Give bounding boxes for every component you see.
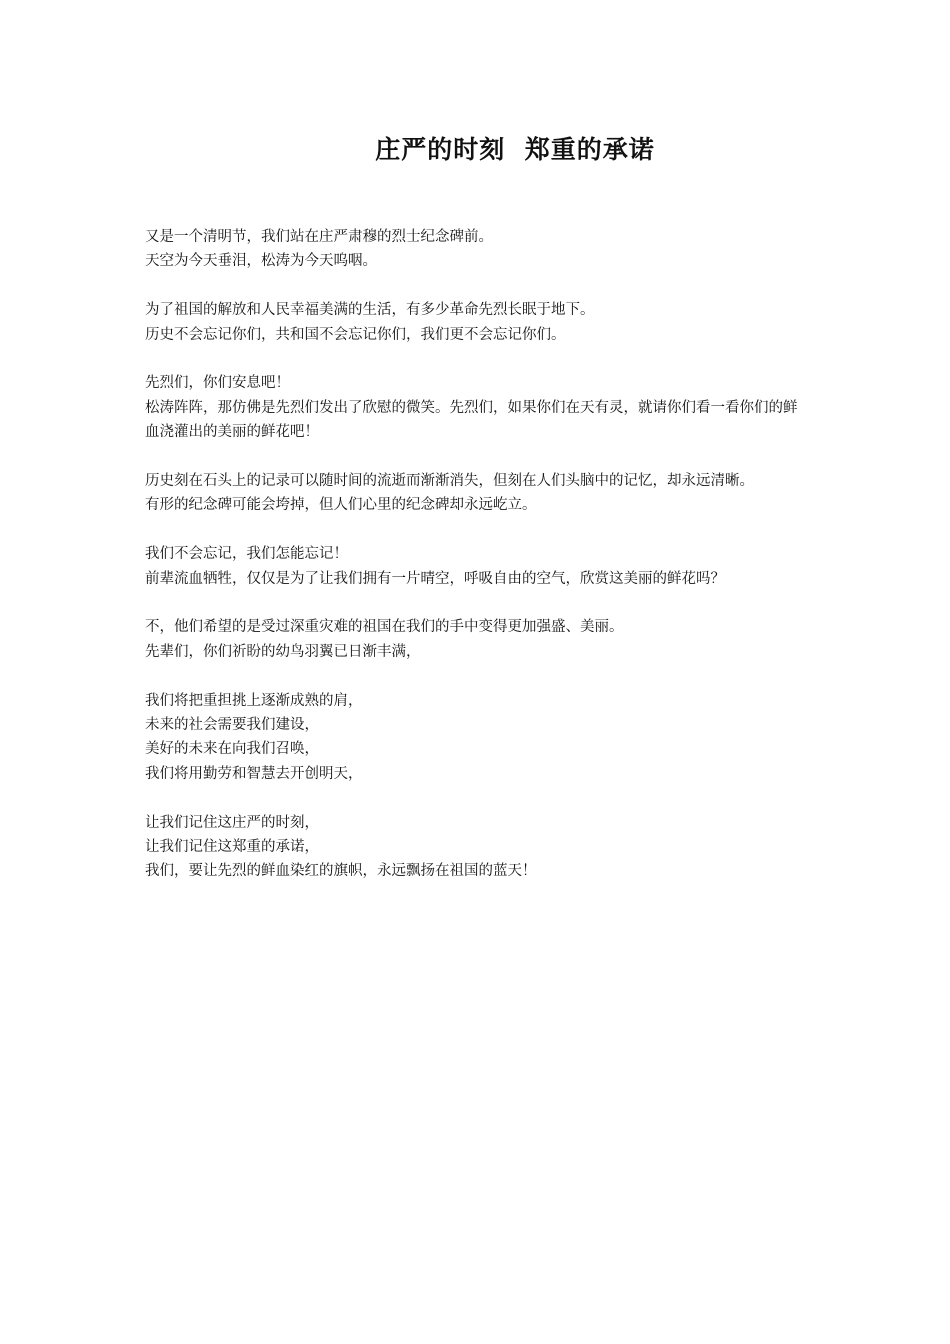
paragraph-7 [145, 689, 810, 787]
text-line: 不，他们希望的是受过深重灾难的祖国在我们的手中变得更加强盛、美丽。 [145, 619, 624, 636]
paragraph-1 [145, 225, 810, 274]
text-line: 未来的社会需要我们建设， [145, 717, 319, 734]
paragraph-2 [145, 298, 810, 347]
paragraph-3 [145, 371, 810, 444]
text-line: 先辈们，你们祈盼的幼鸟羽翼已日渐丰满， [145, 643, 421, 660]
text-line: 历史不会忘记你们，共和国不会忘记你们，我们更不会忘记你们。 [145, 326, 566, 343]
text-line: 历史刻在石头上的记录可以随时间的流逝而渐渐消失，但刻在人们头脑中的记忆，却永远清晰。 [145, 473, 754, 490]
paragraph-8 [145, 811, 810, 884]
text-line: 我们将把重担挑上逐渐成熟的肩， [145, 692, 363, 709]
text-line: 美好的未来在向我们召唤， [145, 741, 319, 758]
text-line: 让我们记住这庄严的时刻， [145, 814, 319, 831]
text-line: 前辈流血牺牲，仅仅是为了让我们拥有一片晴空，呼吸自由的空气，欣赏这美丽的鲜花吗？ [145, 570, 725, 587]
text-line: 我们不会忘记，我们怎能忘记！ [145, 546, 348, 563]
paragraph-6 [145, 615, 810, 664]
document-body [145, 225, 810, 908]
text-line: 天空为今天垂泪，松涛为今天呜咽。 [145, 253, 377, 270]
text-line: 我们将用勤劳和智慧去开创明天， [145, 765, 363, 782]
text-line: 让我们记住这郑重的承诺， [145, 839, 319, 856]
text-line: 我们，要让先烈的鲜血染红的旗帜，永远飘扬在祖国的蓝天！ [145, 863, 537, 880]
document-title: 庄严的时刻 郑重的承诺 [375, 135, 655, 164]
paragraph-4 [145, 469, 810, 518]
text-line: 又是一个清明节，我们站在庄严肃穆的烈士纪念碑前。 [145, 229, 493, 245]
text-line: 先烈们，你们安息吧！ [145, 375, 290, 392]
paragraph-5 [145, 542, 810, 591]
text-line: 松涛阵阵，那仿佛是先烈们发出了欣慰的微笑。先烈们，如果你们在天有灵，就请你们看一看你们的鲜血浇灌出的美丽的鲜花吧！ [145, 399, 798, 441]
text-line: 有形的纪念碑可能会垮掉，但人们心里的纪念碑却永远屹立。 [145, 497, 537, 514]
text-line: 为了祖国的解放和人民幸福美满的生活，有多少革命先烈长眠于地下。 [145, 302, 595, 319]
